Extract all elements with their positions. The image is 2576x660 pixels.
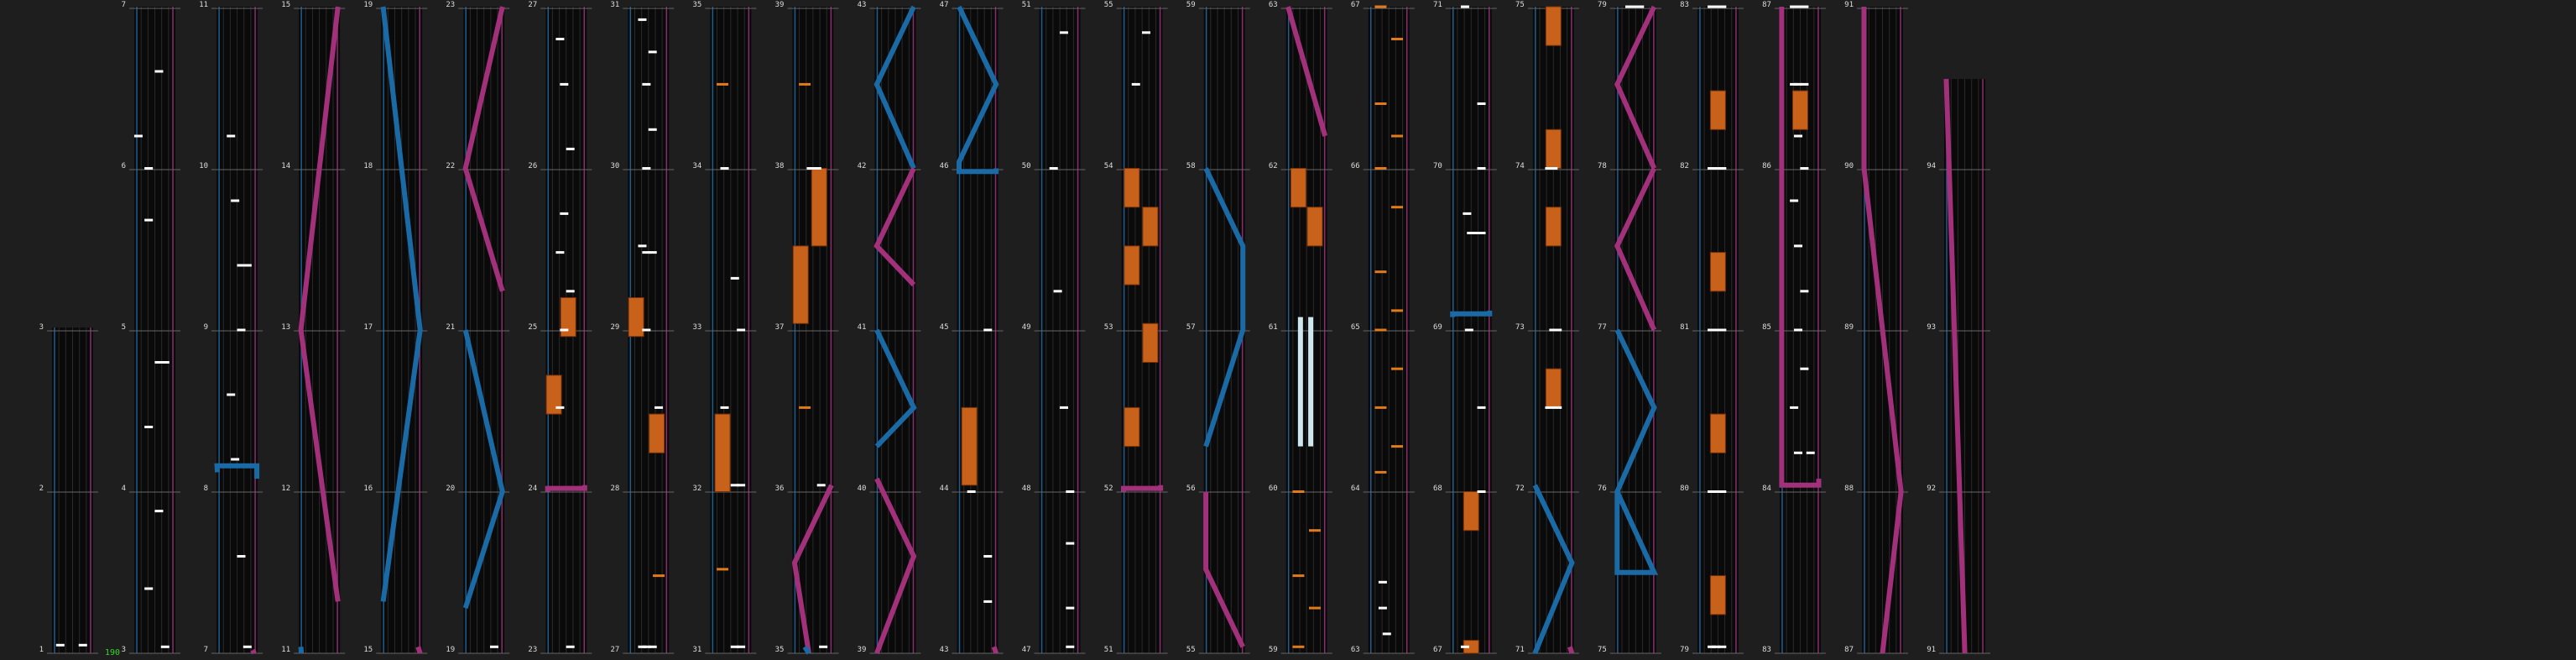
measure-number: 33 xyxy=(692,323,702,332)
long-bar xyxy=(1298,317,1303,447)
mine-note xyxy=(1374,270,1386,273)
chip-note xyxy=(1635,6,1644,8)
chip-note xyxy=(642,329,650,332)
measure-number: 51 xyxy=(1103,646,1113,654)
mine-note xyxy=(1391,445,1403,448)
hold-note xyxy=(1710,253,1725,291)
measure-number: 67 xyxy=(1432,646,1442,654)
measure-number: 40 xyxy=(857,485,867,493)
measure-number: 3 xyxy=(39,323,44,332)
chip-note xyxy=(154,71,163,73)
chip-note xyxy=(161,361,169,364)
hold-note xyxy=(962,407,977,485)
measure-number: 77 xyxy=(1598,323,1607,332)
chip-note xyxy=(983,555,992,558)
chip-note xyxy=(1132,83,1140,86)
measure-number: 15 xyxy=(281,1,291,9)
measure-number: 20 xyxy=(446,485,456,493)
measure-number: 19 xyxy=(446,646,456,654)
hold-note xyxy=(628,298,644,337)
chip-note xyxy=(1478,490,1486,493)
chip-note xyxy=(1383,632,1391,635)
mine-note xyxy=(799,83,811,86)
measure-number: 92 xyxy=(1927,485,1937,493)
measure-number: 54 xyxy=(1103,162,1113,170)
measure-number: 14 xyxy=(281,162,291,170)
hold-note xyxy=(1710,414,1725,453)
chip-note xyxy=(737,484,745,486)
laser-right xyxy=(253,650,254,653)
mine-note xyxy=(1374,6,1386,8)
chip-note xyxy=(1790,406,1798,409)
chip-note xyxy=(1060,31,1068,34)
chip-note xyxy=(1794,244,1802,247)
chip-note xyxy=(1794,452,1802,454)
measure-number: 19 xyxy=(363,1,373,9)
chip-note xyxy=(642,83,650,86)
chip-note xyxy=(1718,329,1726,332)
measure-number: 87 xyxy=(1762,1,1771,9)
chip-note xyxy=(654,406,663,409)
chip-note xyxy=(555,38,564,40)
chip-note xyxy=(1465,329,1473,332)
chip-note xyxy=(1066,542,1074,545)
chip-note xyxy=(967,490,976,493)
measure-number: 2 xyxy=(39,485,44,493)
long-bar xyxy=(1308,317,1313,447)
mine-note xyxy=(717,83,728,86)
laser-left xyxy=(1452,311,1489,317)
chip-note xyxy=(817,484,826,486)
mine-note xyxy=(1374,167,1386,170)
measure-number: 57 xyxy=(1186,323,1196,332)
chip-note xyxy=(231,458,239,461)
chip-note xyxy=(1800,167,1808,170)
chip-note xyxy=(1800,290,1808,292)
chip-note xyxy=(983,600,992,603)
chip-note xyxy=(649,50,657,53)
measure-number: 83 xyxy=(1680,1,1689,9)
measure-number: 27 xyxy=(610,646,620,654)
measure-number: 23 xyxy=(528,646,538,654)
chip-note xyxy=(555,251,564,254)
chip-note xyxy=(819,646,827,648)
laser-left xyxy=(301,647,302,653)
measure-number: 30 xyxy=(610,162,620,170)
hold-note xyxy=(1143,207,1158,246)
measure-number: 82 xyxy=(1680,162,1689,170)
mine-note xyxy=(1374,102,1386,105)
measure-number: 59 xyxy=(1186,1,1196,9)
measure-number: 22 xyxy=(446,162,456,170)
chip-note xyxy=(490,646,498,648)
chip-note xyxy=(1718,6,1726,8)
measure-number: 25 xyxy=(528,323,538,332)
measure-number: 7 xyxy=(121,1,127,9)
measure-number: 76 xyxy=(1598,485,1607,493)
chip-note xyxy=(1461,6,1469,8)
measure-number: 60 xyxy=(1268,485,1278,493)
measure-number: 21 xyxy=(446,323,456,332)
chip-note xyxy=(813,167,821,170)
chip-note xyxy=(1463,212,1471,215)
measure-number: 15 xyxy=(363,646,373,654)
measure-number: 90 xyxy=(1844,162,1854,170)
chip-note xyxy=(731,277,739,280)
chip-note xyxy=(1549,167,1557,170)
measure-number: 27 xyxy=(528,1,538,9)
chip-note xyxy=(566,646,575,648)
chip-note xyxy=(1461,646,1469,648)
chip-note xyxy=(1553,406,1562,409)
measure-number: 53 xyxy=(1103,323,1113,332)
measure-number: 65 xyxy=(1350,323,1360,332)
measure-number: 49 xyxy=(1021,323,1031,332)
hold-note xyxy=(1307,207,1322,246)
mine-note xyxy=(799,406,811,409)
hold-note xyxy=(793,246,808,323)
chip-note xyxy=(1379,607,1387,610)
chip-note xyxy=(721,167,729,170)
measure-number: 83 xyxy=(1762,646,1771,654)
chip-note xyxy=(1054,290,1062,292)
chip-note xyxy=(566,148,575,150)
bpm-label: 190 xyxy=(105,648,121,657)
measure-number: 50 xyxy=(1021,162,1031,170)
chip-note xyxy=(1545,406,1553,409)
laser-right xyxy=(1124,485,1160,492)
measure-number: 8 xyxy=(203,485,209,493)
measure-number: 34 xyxy=(692,162,702,170)
chip-note xyxy=(227,394,235,396)
measure-number: 46 xyxy=(939,162,949,170)
measure-number: 79 xyxy=(1598,1,1607,9)
chip-note xyxy=(1718,167,1726,170)
mine-note xyxy=(1374,471,1386,474)
chip-note xyxy=(243,265,252,267)
measure-number: 63 xyxy=(1268,1,1278,9)
measure-number: 73 xyxy=(1515,323,1525,332)
mine-note xyxy=(1391,38,1403,40)
chip-note xyxy=(1142,31,1150,34)
hold-note xyxy=(1546,7,1561,45)
chip-note xyxy=(649,128,657,131)
measure-number: 12 xyxy=(281,485,291,493)
measure-number: 37 xyxy=(774,323,785,332)
chip-note xyxy=(1478,167,1486,170)
measure-number: 91 xyxy=(1844,1,1854,9)
measure-number: 55 xyxy=(1103,1,1113,9)
measure-number: 58 xyxy=(1186,162,1196,170)
chip-note xyxy=(227,135,235,138)
chip-note xyxy=(1066,646,1074,648)
hold-note xyxy=(1143,323,1158,362)
chip-note xyxy=(161,646,169,648)
mine-note xyxy=(653,574,665,577)
measure-number: 75 xyxy=(1598,646,1607,654)
mine-note xyxy=(1292,490,1304,493)
chip-note xyxy=(1478,232,1486,234)
chip-note xyxy=(560,83,568,86)
mine-note xyxy=(1374,406,1386,409)
measure-number: 17 xyxy=(363,323,373,332)
measure-number: 94 xyxy=(1927,162,1937,170)
measure-number: 68 xyxy=(1432,485,1442,493)
measure-number: 75 xyxy=(1515,1,1525,9)
measure-number: 55 xyxy=(1186,646,1196,654)
hold-note xyxy=(715,414,730,491)
laser-right xyxy=(994,647,997,653)
measure-number: 64 xyxy=(1350,485,1360,493)
measure-number: 9 xyxy=(203,323,209,332)
chip-note xyxy=(983,329,992,332)
chip-note xyxy=(79,644,87,647)
hold-note xyxy=(1124,407,1139,446)
laser-left xyxy=(805,647,809,653)
chip-note xyxy=(1718,490,1726,493)
laser-right xyxy=(418,647,420,653)
chip-note xyxy=(237,329,245,332)
chip-note xyxy=(1478,102,1486,105)
measure-number: 89 xyxy=(1844,323,1854,332)
chip-note xyxy=(134,135,143,138)
measure-number: 59 xyxy=(1268,646,1278,654)
measure-number: 41 xyxy=(857,323,867,332)
measure-number: 31 xyxy=(692,646,702,654)
measure-number: 1 xyxy=(39,646,44,654)
measure-number: 36 xyxy=(774,485,785,493)
chip-note xyxy=(737,646,745,648)
measure-number: 39 xyxy=(774,1,785,9)
measure-number: 85 xyxy=(1762,323,1771,332)
measure-number: 35 xyxy=(692,1,702,9)
measure-number: 74 xyxy=(1515,162,1525,170)
measure-number: 4 xyxy=(121,485,127,493)
measure-number: 51 xyxy=(1021,1,1031,9)
measure-number: 81 xyxy=(1680,323,1689,332)
hold-note xyxy=(1124,246,1139,285)
chip-note xyxy=(1379,581,1387,584)
chip-note xyxy=(721,406,729,409)
measure-number: 16 xyxy=(363,485,373,493)
chip-note xyxy=(1800,368,1808,370)
chip-note xyxy=(144,167,153,170)
measure-number: 39 xyxy=(857,646,867,654)
measure-number: 11 xyxy=(199,1,209,9)
measure-number: 18 xyxy=(363,162,373,170)
measure-number: 35 xyxy=(774,646,785,654)
mine-note xyxy=(1391,368,1403,370)
measure-number: 31 xyxy=(610,1,620,9)
chip-note xyxy=(231,200,239,202)
measure-number: 43 xyxy=(939,646,949,654)
measure-number: 69 xyxy=(1432,323,1442,332)
measure-number: 23 xyxy=(446,1,456,9)
measure-number: 47 xyxy=(1021,646,1031,654)
mine-note xyxy=(1309,529,1321,532)
chip-note xyxy=(560,212,568,215)
measure-number: 88 xyxy=(1844,485,1854,493)
chip-note xyxy=(638,18,646,21)
chip-note xyxy=(649,251,657,254)
measure-number: 47 xyxy=(939,1,949,9)
measure-number: 24 xyxy=(528,485,538,493)
chip-note xyxy=(1718,646,1726,648)
chip-note xyxy=(154,510,163,512)
measure-number: 87 xyxy=(1844,646,1854,654)
measure-number: 28 xyxy=(610,485,620,493)
measure-number: 3 xyxy=(121,646,127,654)
measure-number: 42 xyxy=(857,162,867,170)
hold-note xyxy=(1463,492,1478,531)
measure-number: 52 xyxy=(1103,485,1113,493)
hold-note xyxy=(1710,576,1725,615)
mine-note xyxy=(1309,607,1321,610)
measure-number: 56 xyxy=(1186,485,1196,493)
hold-note xyxy=(1710,91,1725,129)
measure-number: 5 xyxy=(121,323,127,332)
chip-note xyxy=(1066,490,1074,493)
measure-number: 26 xyxy=(528,162,538,170)
measure-number: 43 xyxy=(857,1,867,9)
measure-number: 91 xyxy=(1927,646,1937,654)
chip-note xyxy=(1790,200,1798,202)
hold-note xyxy=(1546,369,1561,407)
measure-number: 7 xyxy=(203,646,209,654)
measure-number: 86 xyxy=(1762,162,1771,170)
hold-note xyxy=(1792,91,1807,129)
hold-note xyxy=(1546,207,1561,246)
measure-number: 93 xyxy=(1927,323,1937,332)
measure-number: 72 xyxy=(1515,485,1525,493)
chip-note xyxy=(243,646,252,648)
chip-note xyxy=(144,219,153,222)
measure-number: 11 xyxy=(281,646,291,654)
measure-number: 61 xyxy=(1268,323,1278,332)
measure-number: 32 xyxy=(692,485,702,493)
chip-note xyxy=(649,646,657,648)
chip-note xyxy=(56,644,65,647)
hold-note xyxy=(1546,129,1561,168)
chip-note xyxy=(737,329,745,332)
measure-number: 13 xyxy=(281,323,291,332)
chip-note xyxy=(566,290,575,292)
chip-note xyxy=(1478,406,1486,409)
chip-note xyxy=(237,555,245,558)
mine-note xyxy=(1292,646,1304,648)
mine-note xyxy=(1292,574,1304,577)
measure-number: 38 xyxy=(774,162,785,170)
chip-note xyxy=(1050,167,1058,170)
chip-note xyxy=(1066,607,1074,610)
chip-note xyxy=(144,588,153,590)
chip-note xyxy=(1800,6,1808,8)
laser-right xyxy=(548,485,585,492)
measure-number: 71 xyxy=(1515,646,1525,654)
measure-number: 71 xyxy=(1432,1,1442,9)
laser-right xyxy=(1570,647,1572,653)
measure-number: 62 xyxy=(1268,162,1278,170)
measure-number: 67 xyxy=(1350,1,1360,9)
measure-number: 10 xyxy=(199,162,209,170)
measure-number: 78 xyxy=(1598,162,1607,170)
measure-number: 63 xyxy=(1350,646,1360,654)
mine-note xyxy=(1391,206,1403,208)
chip-note xyxy=(555,406,564,409)
chip-note xyxy=(638,244,646,247)
measure-number: 44 xyxy=(939,485,949,493)
hold-note xyxy=(811,169,827,246)
chip-note xyxy=(560,329,568,332)
measure-number: 29 xyxy=(610,323,620,332)
measure-number: 66 xyxy=(1350,162,1360,170)
mine-note xyxy=(1391,309,1403,312)
chip-note xyxy=(1794,329,1802,332)
hold-note xyxy=(649,414,665,453)
measure-number: 79 xyxy=(1680,646,1689,654)
chip-note xyxy=(1060,406,1068,409)
chip-note xyxy=(1800,83,1808,86)
measure-number: 84 xyxy=(1762,485,1771,493)
hold-note xyxy=(1291,169,1306,207)
chip-note xyxy=(642,167,650,170)
measure-number: 45 xyxy=(939,323,949,332)
measure-number: 6 xyxy=(121,162,127,170)
chip-note xyxy=(1807,452,1815,454)
measure-number: 48 xyxy=(1021,485,1031,493)
chip-note xyxy=(1549,329,1557,332)
mine-note xyxy=(1374,329,1386,332)
mine-note xyxy=(1391,135,1403,138)
measure-number: 70 xyxy=(1432,162,1442,170)
hold-note xyxy=(1124,169,1139,207)
mine-note xyxy=(717,568,728,570)
measure-number: 80 xyxy=(1680,485,1689,493)
chip-note xyxy=(144,426,153,428)
chip-note xyxy=(1794,135,1802,138)
